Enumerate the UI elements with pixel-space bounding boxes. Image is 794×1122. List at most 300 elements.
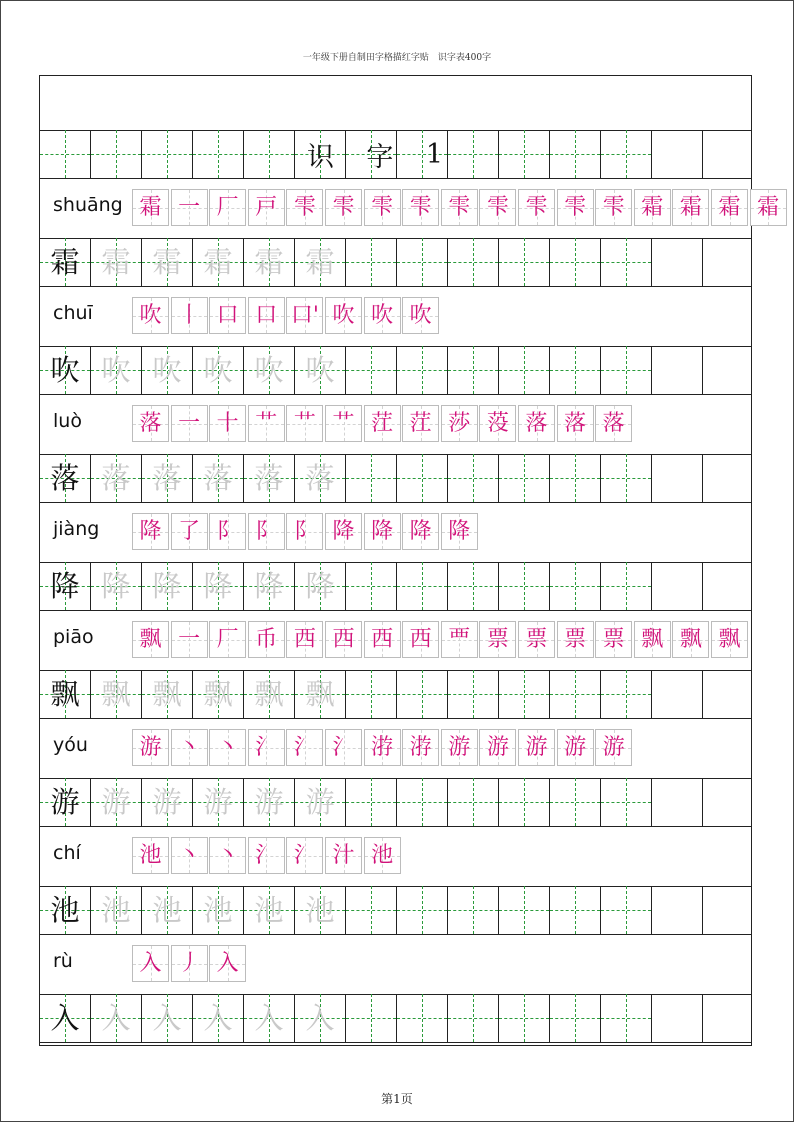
cell-guides	[499, 994, 549, 1042]
trace-character: 入	[101, 1000, 131, 1035]
cell-guides	[499, 346, 549, 394]
grid-cell	[244, 778, 295, 826]
grid-cell	[193, 238, 244, 286]
stroke-step: 㳺	[371, 734, 394, 760]
grid-cell	[397, 238, 448, 286]
practice-row	[40, 994, 751, 1042]
grid-cell	[448, 238, 499, 286]
cell-guides	[550, 130, 600, 178]
grid-cell	[601, 562, 652, 610]
lesson-title	[303, 130, 447, 178]
stroke-step: 游	[486, 734, 509, 760]
lesson-title-part: 字	[366, 141, 394, 173]
cell-guides	[499, 238, 549, 286]
model-character: 入	[50, 1000, 80, 1035]
stroke-step-cell	[402, 513, 439, 550]
trace-character: 游	[203, 784, 233, 819]
stroke-step-cell	[209, 837, 246, 874]
trace-character: 霜	[305, 244, 335, 279]
grid-cell	[295, 994, 346, 1042]
grid-cell	[550, 670, 601, 718]
grid-cell	[142, 130, 193, 178]
stroke-step: 降	[332, 518, 355, 544]
stroke-step: 了	[178, 518, 201, 544]
cell-guides	[448, 670, 498, 718]
trace-character: 池	[203, 892, 233, 927]
cell-guides	[397, 454, 447, 502]
grid-cell	[550, 994, 601, 1042]
stroke-step-cell	[171, 189, 208, 226]
stroke-step-cell	[325, 513, 362, 550]
stroke-step: 票	[602, 626, 625, 652]
grid-cell	[703, 454, 754, 502]
grid-cell	[193, 670, 244, 718]
cell-guides	[601, 778, 651, 826]
stroke-step-cell	[132, 405, 169, 442]
stroke-step: 池	[139, 842, 162, 868]
stroke-step: 氵	[255, 734, 278, 760]
stroke-step-cell	[248, 729, 285, 766]
grid-cell	[601, 994, 652, 1042]
cell-guides	[601, 994, 651, 1042]
stroke-step-cell	[325, 189, 362, 226]
stroke-step: 入	[139, 950, 162, 976]
stroke-step-cell	[364, 513, 401, 550]
stroke-step-cell	[557, 405, 594, 442]
grid-cell	[652, 562, 703, 610]
pinyin-label: jiàng	[53, 518, 100, 540]
page-header: 一年级下册自制田字格描红字贴 识字表400字	[302, 53, 492, 63]
row-divider	[40, 286, 751, 287]
stroke-step: 阝	[216, 518, 239, 544]
pinyin-label: chuī	[53, 302, 93, 324]
stroke-step-cell	[171, 621, 208, 658]
grid-cell	[91, 454, 142, 502]
stroke-step-cell	[402, 189, 439, 226]
stroke-step-cell	[518, 189, 555, 226]
stroke-step-cell	[402, 621, 439, 658]
stroke-step-cell	[286, 189, 323, 226]
stroke-step: 入	[216, 950, 239, 976]
pinyin-label: chí	[53, 842, 81, 864]
practice-row	[40, 346, 751, 394]
grid-cell	[499, 454, 550, 502]
pinyin-label: shuāng	[53, 194, 123, 216]
stroke-step: 降	[371, 518, 394, 544]
stroke-step-cell	[286, 729, 323, 766]
grid-cell	[142, 238, 193, 286]
grid-cell	[703, 130, 754, 178]
grid-cell	[346, 454, 397, 502]
grid-cell	[40, 346, 91, 394]
grid-cell	[193, 346, 244, 394]
grid-cell	[703, 346, 754, 394]
stroke-step-cell	[634, 621, 671, 658]
row-divider	[40, 934, 751, 935]
grid-cell	[142, 670, 193, 718]
grid-cell	[703, 670, 754, 718]
grid-cell	[652, 670, 703, 718]
stroke-step: 落	[602, 410, 625, 436]
trace-character: 吹	[203, 352, 233, 387]
stroke-step: 艹	[332, 410, 355, 436]
stroke-step-cell	[479, 621, 516, 658]
row-divider	[40, 1042, 751, 1043]
grid-cell	[193, 778, 244, 826]
trace-character: 降	[254, 568, 284, 603]
trace-character: 池	[305, 892, 335, 927]
trace-character: 吹	[254, 352, 284, 387]
stroke-step-cell	[171, 729, 208, 766]
stroke-step: 游	[564, 734, 587, 760]
grid-cell	[40, 994, 91, 1042]
grid-cell	[193, 886, 244, 934]
stroke-step-cell	[402, 297, 439, 334]
cell-guides	[346, 346, 396, 394]
grid-cell	[397, 670, 448, 718]
trace-character: 落	[254, 460, 284, 495]
stroke-step: 十	[216, 410, 239, 436]
stroke-step: 游	[525, 734, 548, 760]
stroke-step-cell	[479, 729, 516, 766]
stroke-step-cell	[132, 621, 169, 658]
stroke-step-cell	[402, 729, 439, 766]
stroke-step-cell	[441, 621, 478, 658]
stroke-step: 游	[139, 734, 162, 760]
practice-row	[40, 238, 751, 286]
grid-cell	[91, 130, 142, 178]
stroke-step: 阝	[255, 518, 278, 544]
row-divider	[40, 502, 751, 503]
cell-guides	[550, 238, 600, 286]
trace-character: 飘	[254, 676, 284, 711]
grid-cell	[397, 886, 448, 934]
trace-character: 落	[305, 460, 335, 495]
stroke-step: 一	[178, 626, 201, 652]
cell-guides	[499, 670, 549, 718]
stroke-step: 一	[178, 194, 201, 220]
trace-character: 入	[203, 1000, 233, 1035]
cell-guides	[550, 778, 600, 826]
stroke-step: 飘	[641, 626, 664, 652]
grid-cell	[193, 130, 244, 178]
trace-character: 降	[305, 568, 335, 603]
stroke-step: 币	[255, 626, 278, 652]
cell-guides	[40, 130, 90, 178]
page-number: 第1页	[381, 1092, 413, 1106]
lesson-title-part: 1	[425, 138, 443, 170]
stroke-step: 票	[486, 626, 509, 652]
grid-cell	[448, 562, 499, 610]
stroke-step-cell	[364, 405, 401, 442]
stroke-step-cell	[132, 729, 169, 766]
grid-cell	[550, 346, 601, 394]
grid-cell	[295, 562, 346, 610]
grid-cell	[550, 454, 601, 502]
trace-character: 吹	[152, 352, 182, 387]
grid-cell	[499, 238, 550, 286]
grid-cell	[142, 346, 193, 394]
stroke-step-cell	[595, 621, 632, 658]
cell-guides	[397, 994, 447, 1042]
model-character: 吹	[50, 352, 80, 387]
cell-guides	[91, 130, 141, 178]
practice-row	[40, 670, 751, 718]
grid-cell	[601, 670, 652, 718]
grid-cell	[40, 130, 91, 178]
stroke-step-cell	[132, 945, 169, 982]
grid-cell	[244, 886, 295, 934]
stroke-step: 吹	[409, 302, 432, 328]
stroke-step-cell	[248, 837, 285, 874]
grid-cell	[40, 778, 91, 826]
pinyin-label: rù	[53, 950, 73, 972]
stroke-step-cell	[325, 837, 362, 874]
cell-guides	[346, 454, 396, 502]
grid-cell	[703, 238, 754, 286]
trace-character: 霜	[101, 244, 131, 279]
pinyin-label: luò	[53, 410, 82, 432]
stroke-step-cell	[402, 405, 439, 442]
cell-guides	[550, 562, 600, 610]
cell-guides	[448, 346, 498, 394]
stroke-step-cell	[325, 405, 362, 442]
grid-cell	[244, 454, 295, 502]
grid-cell	[193, 454, 244, 502]
stroke-step: 西	[332, 626, 355, 652]
stroke-step-cell	[441, 189, 478, 226]
grid-cell	[295, 454, 346, 502]
stroke-step: 艹	[293, 410, 316, 436]
grid-cell	[550, 130, 601, 178]
grid-cell	[244, 238, 295, 286]
cell-guides	[244, 130, 294, 178]
stroke-step: 阝	[293, 518, 316, 544]
stroke-step: 厂	[216, 626, 239, 652]
grid-cell	[448, 886, 499, 934]
stroke-step: 雫	[486, 194, 509, 220]
practice-sheet	[39, 75, 780, 1046]
cell-guides	[448, 238, 498, 286]
cell-guides	[499, 886, 549, 934]
row-divider	[40, 718, 751, 719]
grid-cell	[142, 454, 193, 502]
stroke-step-cell	[595, 405, 632, 442]
grid-cell	[601, 238, 652, 286]
grid-cell	[244, 130, 295, 178]
cell-guides	[448, 454, 498, 502]
stroke-step-cell	[364, 837, 401, 874]
practice-row	[40, 454, 751, 502]
cell-guides	[346, 238, 396, 286]
stroke-step-cell	[711, 621, 748, 658]
stroke-step: 丨	[178, 302, 201, 328]
cell-guides	[499, 562, 549, 610]
trace-character: 霜	[152, 244, 182, 279]
grid-cell	[550, 238, 601, 286]
pinyin-label: piāo	[53, 626, 94, 648]
stroke-step-cell	[248, 513, 285, 550]
stroke-step: 飘	[139, 626, 162, 652]
stroke-step: 飘	[718, 626, 741, 652]
lesson-title-row	[40, 130, 751, 178]
cell-guides	[550, 886, 600, 934]
stroke-step-cell	[171, 513, 208, 550]
stroke-step-cell	[595, 729, 632, 766]
stroke-step: 茳	[371, 410, 394, 436]
grid-cell	[652, 886, 703, 934]
cell-guides	[499, 130, 549, 178]
stroke-step-cell	[518, 621, 555, 658]
stroke-step: 西	[293, 626, 316, 652]
stroke-step-cell	[286, 405, 323, 442]
grid-cell	[295, 670, 346, 718]
grid-cell	[346, 886, 397, 934]
stroke-step: 雫	[525, 194, 548, 220]
grid-cell	[346, 562, 397, 610]
cell-guides	[448, 778, 498, 826]
lesson-title-part: 识	[307, 141, 334, 173]
grid-cell	[142, 562, 193, 610]
stroke-step: 降	[409, 518, 432, 544]
grid-cell	[652, 778, 703, 826]
grid-cell	[448, 994, 499, 1042]
grid-cell	[448, 346, 499, 394]
stroke-step: 霜	[757, 194, 780, 220]
stroke-step: 落	[139, 410, 162, 436]
grid-cell	[448, 670, 499, 718]
stroke-step: 口	[255, 302, 278, 328]
grid-cell	[499, 778, 550, 826]
stroke-step: 落	[564, 410, 587, 436]
grid-cell	[703, 778, 754, 826]
stroke-step-cell	[209, 405, 246, 442]
cell-guides	[601, 670, 651, 718]
stroke-step: 吹	[332, 302, 355, 328]
stroke-step-cell	[364, 621, 401, 658]
cell-guides	[397, 778, 447, 826]
cell-guides	[448, 994, 498, 1042]
trace-character: 入	[152, 1000, 182, 1035]
grid-cell	[91, 670, 142, 718]
grid-cell	[550, 562, 601, 610]
stroke-step-cell	[132, 837, 169, 874]
stroke-step-cell	[479, 405, 516, 442]
stroke-step: 霜	[139, 194, 162, 220]
grid-cell	[397, 562, 448, 610]
cell-guides	[601, 238, 651, 286]
stroke-step: 池	[371, 842, 394, 868]
stroke-step-cell	[479, 189, 516, 226]
grid-cell	[142, 994, 193, 1042]
stroke-step: 覀	[448, 626, 471, 652]
grid-cell	[448, 454, 499, 502]
stroke-step-cell	[248, 621, 285, 658]
cell-guides	[499, 778, 549, 826]
grid-cell	[91, 346, 142, 394]
stroke-step-cell	[171, 837, 208, 874]
grid-cell	[295, 238, 346, 286]
model-character: 飘	[50, 676, 80, 711]
stroke-step-cell	[209, 621, 246, 658]
trace-character: 游	[305, 784, 335, 819]
trace-character: 吹	[101, 352, 131, 387]
grid-cell	[499, 346, 550, 394]
stroke-step: 口	[216, 302, 239, 328]
stroke-step: 莎	[448, 410, 471, 436]
stroke-step-cell	[171, 945, 208, 982]
stroke-step: 雫	[448, 194, 471, 220]
stroke-step-cell	[441, 405, 478, 442]
cell-guides	[550, 994, 600, 1042]
stroke-step-cell	[209, 945, 246, 982]
stroke-step-cell	[557, 729, 594, 766]
cell-guides	[397, 670, 447, 718]
trace-character: 池	[101, 892, 131, 927]
grid-cell	[346, 346, 397, 394]
grid-cell	[295, 346, 346, 394]
grid-cell	[601, 130, 652, 178]
stroke-step-cell	[557, 621, 594, 658]
grid-cell	[703, 562, 754, 610]
grid-cell	[244, 346, 295, 394]
grid-cell	[91, 562, 142, 610]
trace-character: 降	[203, 568, 233, 603]
stroke-step: 飘	[679, 626, 702, 652]
cell-guides	[499, 454, 549, 502]
trace-character: 降	[101, 568, 131, 603]
stroke-step: 汁	[332, 842, 355, 868]
grid-cell	[448, 778, 499, 826]
cell-guides	[397, 886, 447, 934]
row-divider	[40, 826, 751, 827]
stroke-step-cell	[750, 189, 787, 226]
grid-cell	[346, 238, 397, 286]
grid-cell	[193, 994, 244, 1042]
stroke-step-cell	[248, 405, 285, 442]
stroke-step-cell	[132, 513, 169, 550]
stroke-step: 丶	[216, 734, 239, 760]
stroke-step: 雫	[371, 194, 394, 220]
grid-cell	[346, 778, 397, 826]
stroke-step: 霜	[718, 194, 741, 220]
model-character: 游	[50, 784, 80, 819]
stroke-step: 票	[525, 626, 548, 652]
cell-guides	[193, 130, 243, 178]
grid-cell	[601, 886, 652, 934]
grid-cell	[550, 778, 601, 826]
grid-cell	[499, 562, 550, 610]
grid-cell	[448, 130, 499, 178]
stroke-step: 口'	[290, 302, 319, 328]
stroke-step-cell	[364, 297, 401, 334]
stroke-step-cell	[132, 189, 169, 226]
stroke-step-cell	[286, 297, 323, 334]
grid-cell	[91, 778, 142, 826]
cell-guides	[346, 670, 396, 718]
practice-row	[40, 562, 751, 610]
grid-cell	[244, 994, 295, 1042]
trace-character: 落	[101, 460, 131, 495]
grid-cell	[91, 886, 142, 934]
stroke-step: 雫	[293, 194, 316, 220]
grid-cell	[652, 454, 703, 502]
cell-guides	[346, 562, 396, 610]
row-divider	[40, 178, 751, 179]
stroke-step-cell	[209, 189, 246, 226]
stroke-step: 氵	[255, 842, 278, 868]
grid-cell	[346, 670, 397, 718]
